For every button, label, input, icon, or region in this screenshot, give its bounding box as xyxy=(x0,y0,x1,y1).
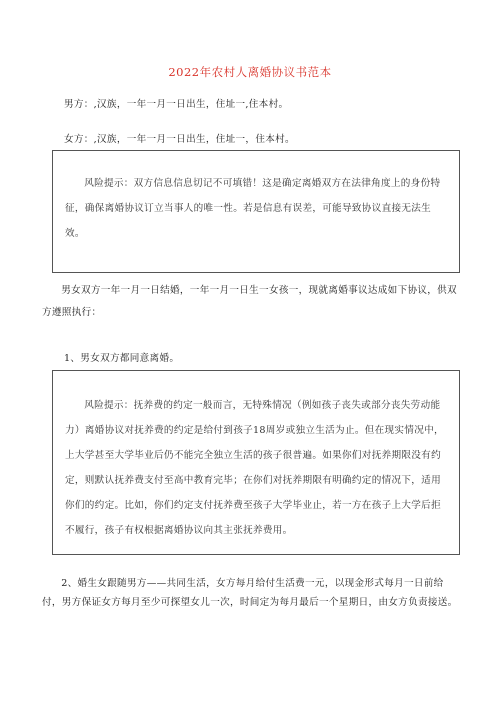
intro-paragraph: 男女双方一年一月一日结婚，一年一月一日生一女孩一，现就离婚事议达成如下协议，供双方遵照执行： xyxy=(42,285,457,318)
risk-note-1-text: 风险提示：双方信息信息切记不可填错！这是确定离婚双方在法律角度上的身份特征，确保离婚协议订立当事人的唯一性。若是信息有误差，可能导致协议直接无法生效。 xyxy=(65,178,441,239)
risk-note-2-text: 风险提示：抚养费的约定一般而言，无特殊情况（例如孩子丧失或部分丧失劳动能力）离婚协议对抚养费的约定是给付到孩子18周岁或独立生活为止。但在现实情况中，上大学甚至大学毕业后仍不能完全独立生活的孩子很普遍。如果你们对抚养期限没有约定，则默认抚养费支付至高中教育完毕；在你们对抚养期限有明确约定的情况下，适用你们的约定。比如，你们约定支付抚养费至孩子大学毕业止，若一方在孩子上大学后拒不履行，孩子有权根据离婚协议向其主张抚养费用。 xyxy=(65,400,444,536)
wife-info: 女方：,汉族，一年一月一日出生，住址一，住本村。 xyxy=(64,134,295,145)
risk-note-box-1 xyxy=(52,150,460,273)
risk-note-box-2 xyxy=(52,370,460,555)
husband-info: 男方：,汉族，一年一月一日出生，住址一,住本村。 xyxy=(64,99,289,110)
document-title: 2022年农村人离婚协议书范本 xyxy=(168,65,332,79)
clause-2: 2、婚生女跟随男方——共同生活，女方每月给付生活费一元，以现金形式每月一日前给付，男方保证女方每月至少可探望女儿一次，时间定为每月最后一个星期日，由女方负责接送。 xyxy=(42,578,458,608)
clause-1: 1、男女双方都同意离婚。 xyxy=(64,353,180,364)
